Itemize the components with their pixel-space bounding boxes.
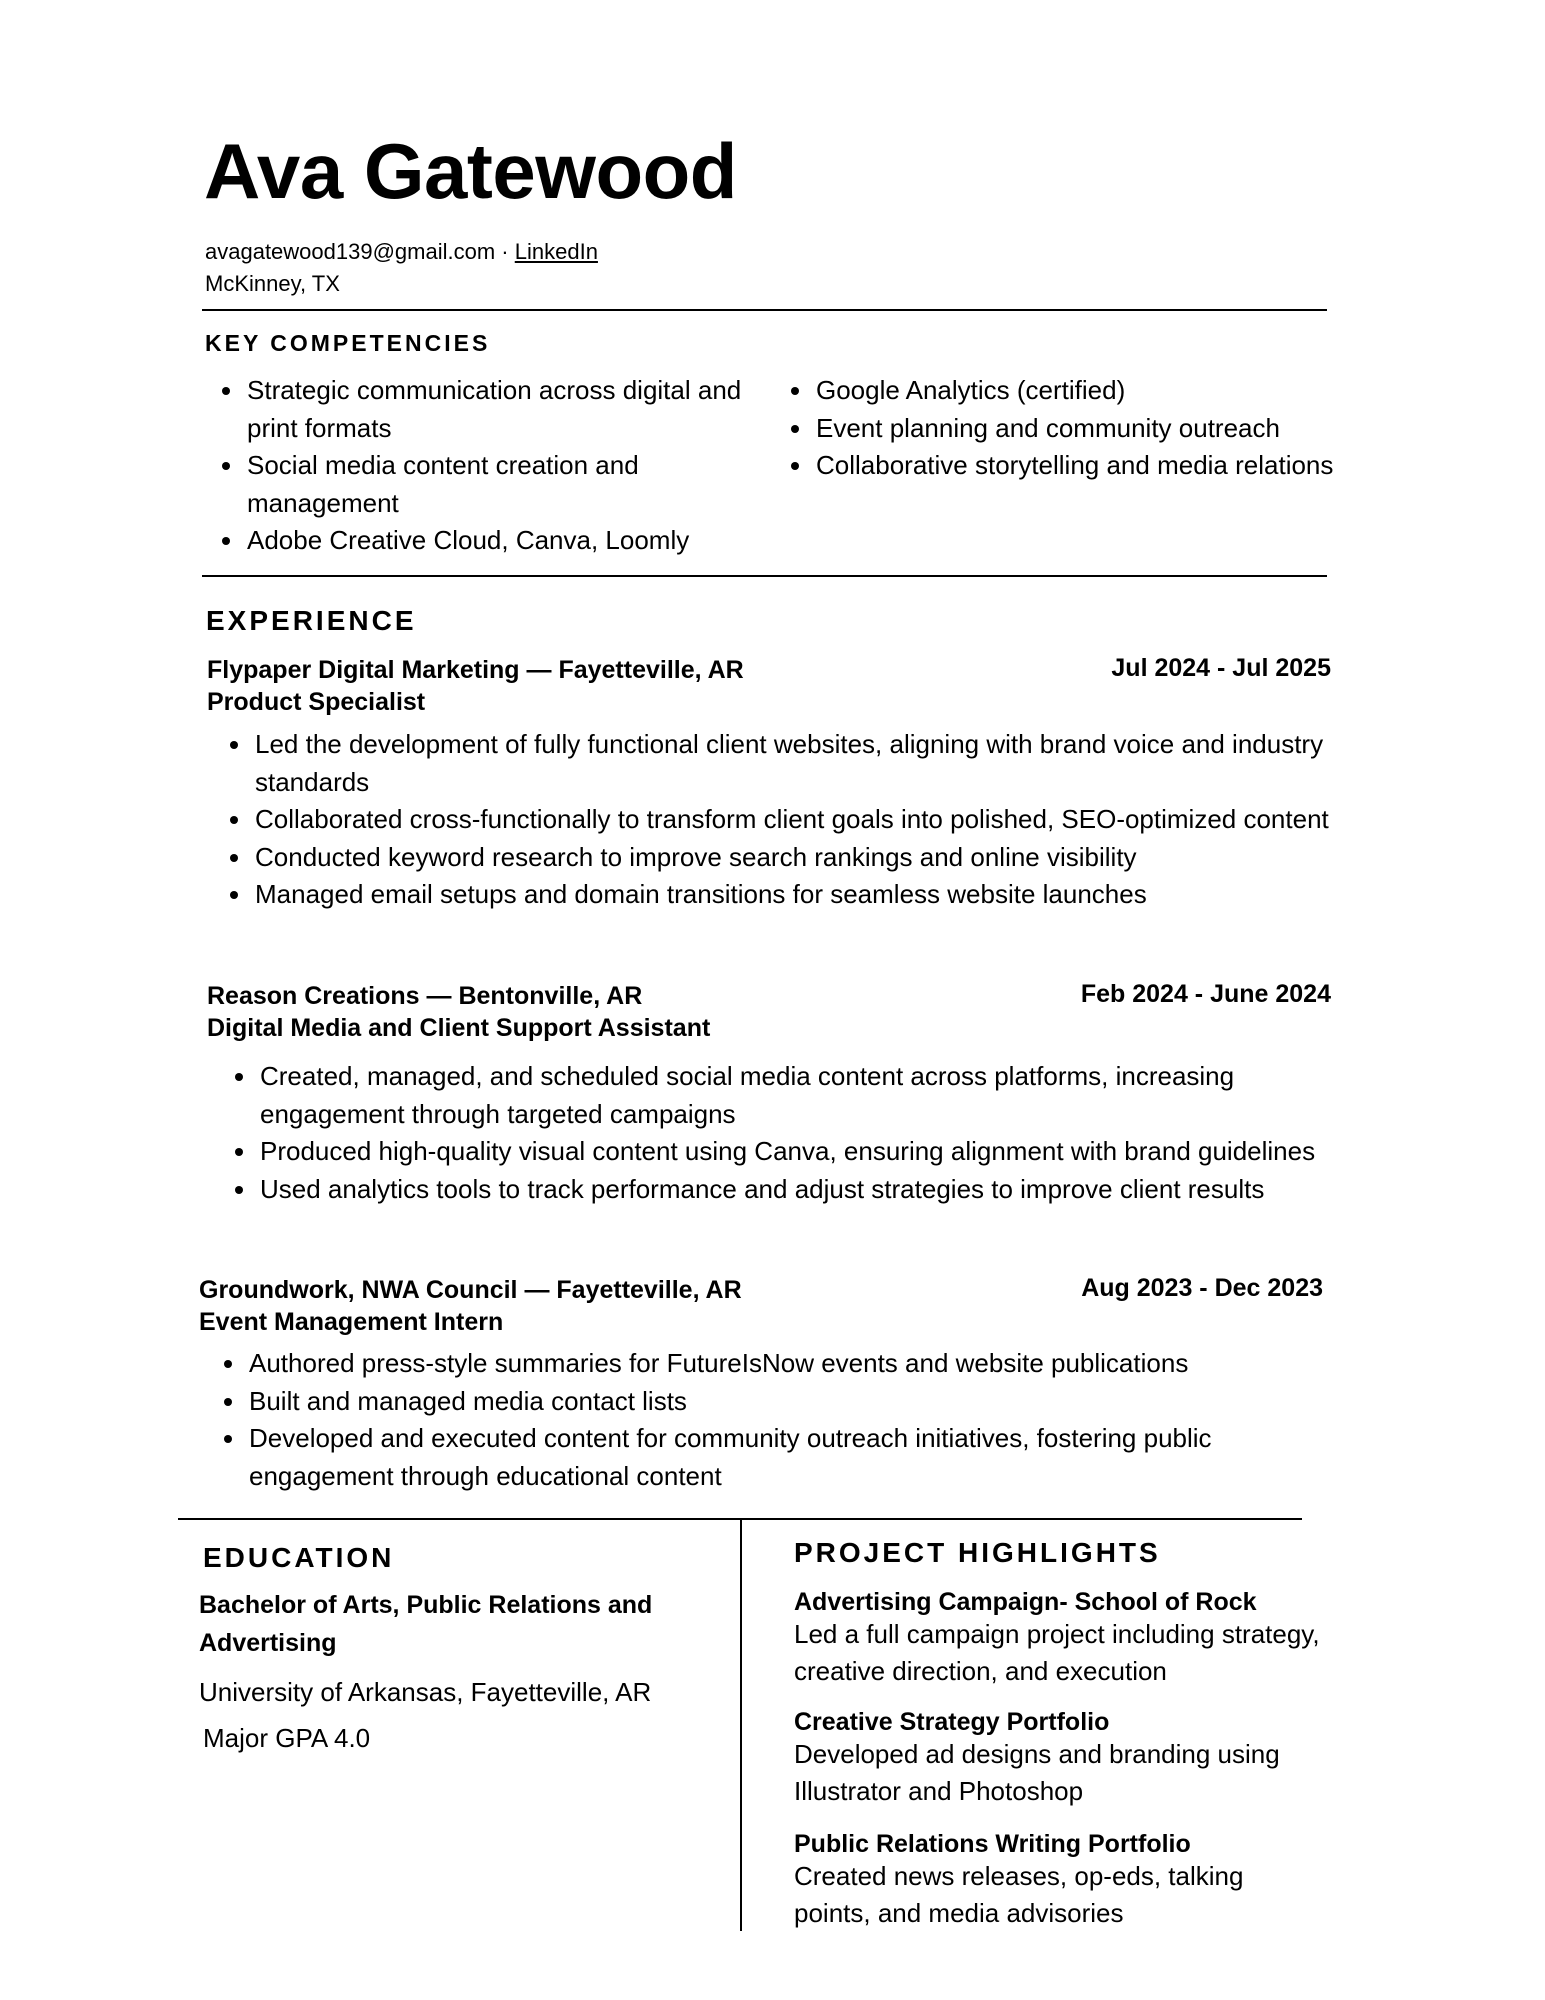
contact-line <box>205 236 598 268</box>
competencies-left-list <box>205 372 785 560</box>
divider-competencies <box>202 575 1327 577</box>
list-item: • Social media content creation and management <box>245 447 785 522</box>
list-item: • Used analytics tools to track performance and adjust strategies to improve client results <box>258 1171 1368 1209</box>
project-title: Public Relations Writing Portfolio <box>794 1830 1191 1858</box>
list-item: • Authored press-style summaries for FutureIsNow events and website publications <box>247 1345 1357 1383</box>
job-bullets <box>218 1058 1368 1208</box>
job-bullets <box>207 1345 1357 1495</box>
linkedin-link[interactable]: LinkedIn <box>514 239 598 264</box>
list-item: • Produced high-quality visual content using Canva, ensuring alignment with brand guidelines <box>258 1133 1368 1171</box>
project-title: Creative Strategy Portfolio <box>794 1708 1110 1736</box>
email-text: avagatewood139@gmail.com <box>205 239 496 264</box>
project-description: Led a full campaign project including strategy, creative direction, and execution <box>794 1619 1320 1686</box>
job-role: Product Specialist <box>207 688 426 716</box>
list-item: • Created, managed, and scheduled social media content across platforms, increasing engagement through targeted campaigns <box>258 1058 1368 1133</box>
list-item: • Adobe Creative Cloud, Canva, Loomly <box>245 522 785 560</box>
divider-header <box>202 309 1327 311</box>
list-item: • Built and managed media contact lists <box>247 1383 1357 1421</box>
education-gpa: Major GPA 4.0 <box>203 1723 371 1753</box>
list-item: • Led the development of fully functional client websites, aligning with brand voice and industry standards <box>253 726 1363 801</box>
contact-separator: · <box>501 239 509 264</box>
competencies-right-list <box>774 372 1334 485</box>
project-title: Advertising Campaign- School of Rock <box>794 1588 1257 1616</box>
list-item: • Event planning and community outreach <box>814 410 1334 448</box>
list-item: • Conducted keyword research to improve search rankings and online visibility <box>253 839 1363 877</box>
list-item: • Collaborative storytelling and media relations <box>814 447 1334 485</box>
job-company: Reason Creations — Bentonville, AR <box>207 982 643 1010</box>
list-item: • Managed email setups and domain transitions for seamless website launches <box>253 876 1363 914</box>
list-item: • Strategic communication across digital and print formats <box>245 372 785 447</box>
list-item: • Google Analytics (certified) <box>814 372 1334 410</box>
column-divider <box>740 1519 742 1931</box>
education-school: University of Arkansas, Fayetteville, AR <box>199 1677 652 1707</box>
job-role: Event Management Intern <box>199 1308 504 1336</box>
job-company: Flypaper Digital Marketing — Fayetteville, AR <box>207 656 744 684</box>
contact-block <box>205 236 598 300</box>
experience-title: EXPERIENCE <box>206 605 417 636</box>
education-degree: Bachelor of Arts, Public Relations and Advertising <box>199 1591 653 1657</box>
list-item: • Developed and executed content for community outreach initiatives, fostering public engagement through educational content <box>247 1420 1357 1495</box>
education-title: EDUCATION <box>203 1542 395 1573</box>
job-role: Digital Media and Client Support Assistant <box>207 1014 711 1042</box>
job-bullets <box>213 726 1363 914</box>
job-company: Groundwork, NWA Council — Fayetteville, AR <box>199 1276 742 1304</box>
project-description: Developed ad designs and branding using Illustrator and Photoshop <box>794 1739 1280 1806</box>
projects-title: PROJECT HIGHLIGHTS <box>794 1537 1161 1568</box>
list-item: • Collaborated cross-functionally to transform client goals into polished, SEO-optimized content <box>253 801 1363 839</box>
competencies-title: KEY COMPETENCIES <box>205 330 491 356</box>
project-description: Created news releases, op-eds, talking points, and media advisories <box>794 1861 1244 1928</box>
location-text: McKinney, TX <box>205 271 340 296</box>
job-dates: Aug 2023 - Dec 2023 <box>1081 1274 1323 1302</box>
job-dates: Feb 2024 - June 2024 <box>1080 980 1331 1008</box>
job-dates: Jul 2024 - Jul 2025 <box>1111 654 1331 682</box>
resume-name: Ava Gatewood <box>204 127 737 215</box>
